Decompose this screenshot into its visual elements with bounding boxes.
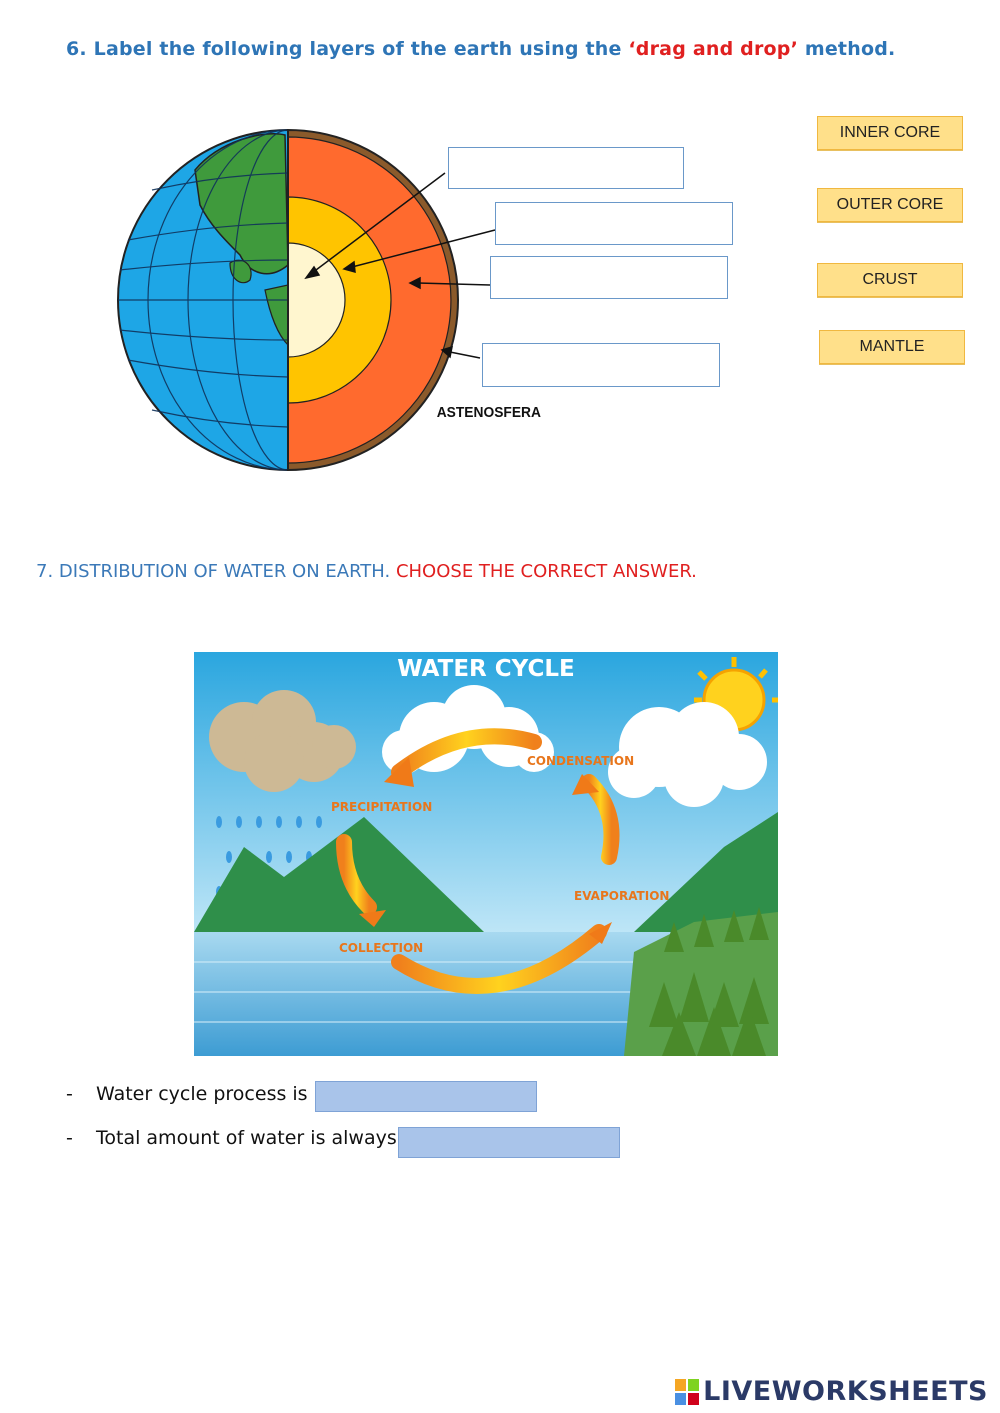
label-condensation: CONDENSATION [527, 754, 635, 768]
water-cycle-title: WATER CYCLE [397, 656, 575, 682]
earth-cross-section [288, 130, 458, 470]
brand-name: LIVEWORKSHEETS [703, 1376, 988, 1407]
question-6-title-part1: Label the following layers of the earth using the [93, 38, 629, 60]
asthenosphere-label: ASTENOSFERA [436, 404, 541, 422]
label-evaporation: EVAPORATION [574, 889, 670, 903]
drop-box-4[interactable] [482, 343, 720, 387]
answer-dropdown-2[interactable] [398, 1127, 620, 1158]
item-text: Total amount of water is always [96, 1127, 397, 1149]
drop-box-3[interactable] [490, 256, 728, 299]
question-7-title-part1: 7. DISTRIBUTION OF WATER ON EARTH. [36, 561, 396, 582]
question-7-title [36, 561, 697, 582]
liveworksheets-logo [675, 1376, 988, 1407]
question-7-item-2 [66, 1127, 397, 1149]
water-cycle-image [194, 652, 778, 1056]
drop-box-2[interactable] [495, 202, 733, 245]
label-collection: COLLECTION [339, 941, 424, 955]
drag-item-inner-core[interactable]: INNER CORE [817, 116, 963, 150]
item-text: Water cycle process is [96, 1083, 308, 1105]
drag-item-crust[interactable]: CRUST [817, 263, 963, 297]
question-6-title [66, 38, 895, 60]
drag-item-outer-core[interactable]: OUTER CORE [817, 188, 963, 222]
question-7-title-highlight: CHOOSE THE CORRECT ANSWER. [395, 561, 697, 582]
bullet: - [66, 1127, 73, 1149]
question-6-title-part2: method. [798, 38, 896, 60]
logo-icon [675, 1379, 699, 1405]
bullet: - [66, 1083, 73, 1105]
answer-dropdown-1[interactable] [315, 1081, 537, 1112]
drag-item-mantle[interactable]: MANTLE [819, 330, 965, 364]
label-precipitation: PRECIPITATION [331, 800, 433, 814]
question-6-title-highlight: ‘drag and drop’ [628, 38, 799, 60]
question-6-number: 6. [66, 38, 87, 60]
drop-box-1[interactable] [448, 147, 684, 189]
question-7-item-1 [66, 1083, 308, 1105]
